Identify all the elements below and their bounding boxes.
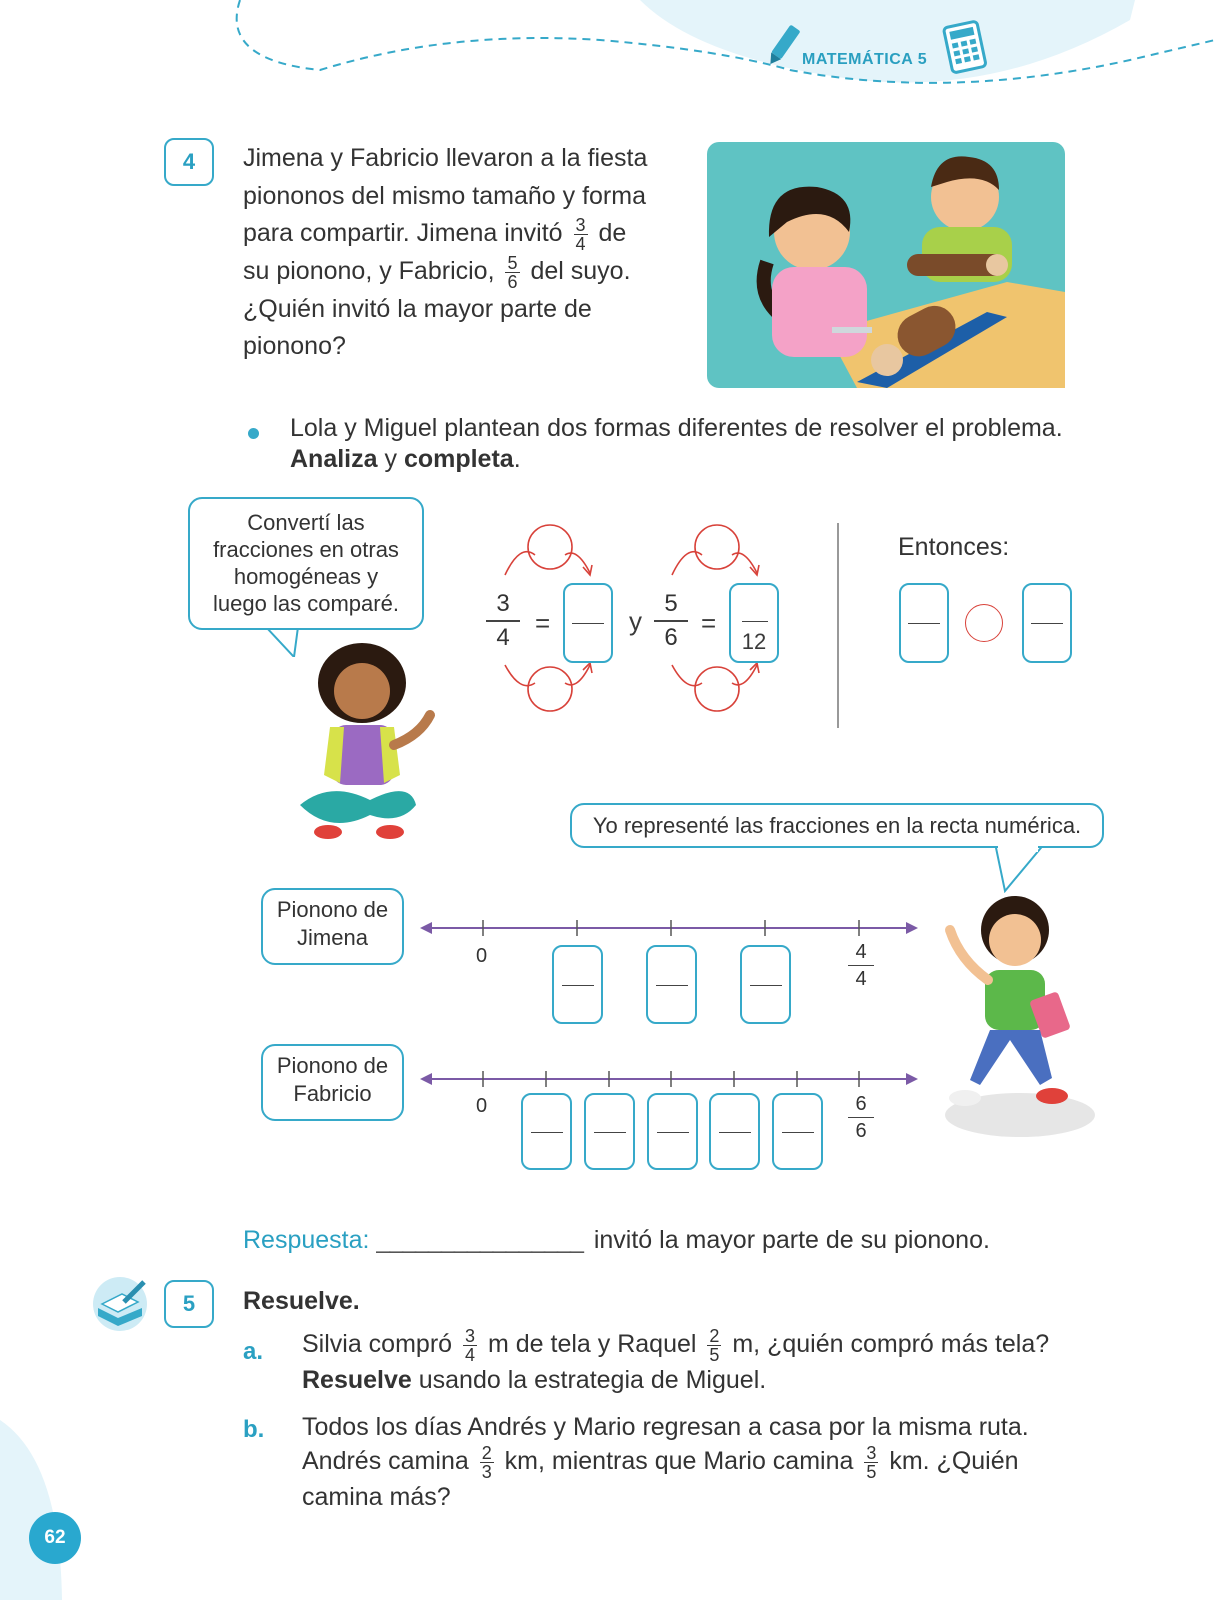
miguel-boy-illustration: [940, 890, 1100, 1140]
eq2-fraction: [654, 592, 688, 650]
bold-resuelve: Resuelve: [302, 1366, 412, 1394]
compare-right-box[interactable]: [1022, 583, 1072, 663]
item-b-letter: b.: [243, 1416, 265, 1443]
lola-girl-illustration: [290, 635, 450, 850]
item-b-text-part: km. ¿Quién: [889, 1447, 1019, 1476]
number-line-fabricio: [420, 1066, 920, 1096]
header-title: MATEMÁTICA 5: [802, 51, 928, 68]
line2-box-1[interactable]: [521, 1093, 572, 1170]
compare-left-box[interactable]: [899, 583, 949, 663]
line1-label-box: [261, 888, 404, 965]
line2-zero: 0: [476, 1095, 488, 1117]
problem-4-line: pionono?: [243, 332, 346, 361]
bold-analiza: Analiza: [290, 445, 378, 473]
line1-zero: 0: [476, 945, 488, 967]
bubble-line: Convertí las: [247, 510, 365, 535]
item-a-line: [302, 1327, 1172, 1364]
problem-4-line: [243, 253, 683, 291]
bubble-line: homogéneas y: [233, 564, 379, 589]
eq2-numerator: 5: [654, 592, 688, 622]
compare-sign-circle[interactable]: [965, 604, 1003, 642]
eq2-denominator: 6: [664, 624, 678, 651]
answer-row: [243, 1226, 990, 1255]
connector-text: y: [384, 445, 397, 473]
item-a-text-part: m, ¿quién compró más tela?: [732, 1330, 1050, 1359]
eq1-equals: =: [535, 608, 551, 638]
line1-box-2[interactable]: [646, 945, 697, 1024]
problem-4-line: [243, 215, 683, 253]
book-pencil-icon: [88, 1276, 152, 1332]
problem-4-text: para compartir. Jimena invitó: [243, 219, 563, 247]
line2-end-numerator: 6: [848, 1094, 874, 1118]
problem-4-line: ¿Quién invitó la mayor parte de: [243, 294, 592, 323]
item-a-text-part: usando la estrategia de Miguel.: [418, 1366, 767, 1394]
problem-5-title: Resuelve.: [243, 1287, 360, 1315]
eq2-equals: =: [701, 608, 717, 638]
fraction-fabricio: $\frac{5}{6}$: [507, 252, 518, 292]
item-b-line: [302, 1444, 1172, 1481]
problem-5-number: 5: [164, 1280, 214, 1328]
fraction-jimena: $\frac{3}{4}$: [575, 214, 586, 254]
answer-rest: invitó la mayor parte de su pionono.: [593, 1226, 990, 1254]
problem-4-line: Jimena y Fabricio llevaron a la fiesta: [243, 144, 648, 172]
bold-completa: completa: [403, 445, 514, 473]
page-corner-decoration: [0, 1420, 70, 1600]
fraction-mario: $\frac{3}{5}$: [866, 1443, 877, 1482]
eq2-result-denominator: 12: [741, 629, 767, 654]
problem-4-text: del suyo.: [530, 256, 631, 285]
bubble-tail-cover: [186, 608, 426, 628]
eq1-numerator: 3: [486, 592, 520, 622]
header-decoration: [0, 0, 1215, 110]
line1-box-1[interactable]: [552, 945, 603, 1024]
conjunction-y: y: [629, 606, 642, 636]
fraction-raquel: $\frac{2}{5}$: [709, 1326, 720, 1365]
bubble-tail-cover: [990, 840, 1050, 852]
kids-cutting-pionono-illustration: [707, 142, 1065, 388]
item-a-text: [302, 1327, 1172, 1397]
bubble-line: luego las comparé.: [213, 591, 399, 616]
problem-4-number: 4: [164, 138, 214, 186]
item-a-letter: a.: [243, 1338, 264, 1365]
fraction-silvia: $\frac{3}{4}$: [465, 1326, 476, 1365]
item-b-text: [302, 1411, 1172, 1514]
number-line-jimena: [420, 915, 920, 945]
fraction-andres: $\frac{2}{3}$: [481, 1443, 492, 1482]
item-a-text-part: Silvia compró: [302, 1330, 453, 1359]
line2-label-box: [261, 1044, 404, 1121]
problem-4-line: piononos del mismo tamaño y forma: [243, 181, 646, 210]
eq1-answer-box[interactable]: [563, 583, 613, 663]
line2-box-3[interactable]: [647, 1093, 698, 1170]
problem-4-text: su pionono, y Fabricio,: [243, 256, 495, 285]
miguel-speech-bubble: Yo representé las fracciones en la recta numérica.: [570, 803, 1104, 848]
line2-box-4[interactable]: [709, 1093, 760, 1170]
eq1-denominator: 4: [496, 624, 510, 651]
bullet-line: Lola y Miguel plantean dos formas diferentes de resolver el problema.: [290, 414, 1063, 442]
item-a-text-part: m de tela y Raquel: [487, 1330, 697, 1359]
problem-4-statement: [243, 140, 683, 366]
eq1-fraction: [486, 592, 520, 650]
bullet-line: [290, 444, 1170, 475]
line2-label: Pionono de Fabricio: [276, 1053, 389, 1106]
bullet-dot: [248, 428, 259, 439]
item-b-line: camina más?: [302, 1483, 451, 1511]
line1-end-fraction: [848, 942, 874, 989]
problem-4-text: de: [598, 219, 627, 247]
item-b-text-part: km, mientras que Mario camina: [504, 1447, 854, 1476]
answer-blank[interactable]: ________________: [376, 1226, 583, 1254]
line2-end-denominator: 6: [855, 1120, 867, 1142]
page-number: 62: [29, 1512, 81, 1564]
item-a-line: [302, 1364, 1172, 1397]
line2-box-2[interactable]: [584, 1093, 635, 1170]
calculator-icon: [942, 20, 988, 76]
pencil-icon: [763, 22, 803, 70]
line2-end-fraction: [848, 1094, 874, 1141]
line2-box-5[interactable]: [772, 1093, 823, 1170]
line1-end-denominator: 4: [855, 968, 867, 990]
item-b-text-part: Andrés camina: [302, 1447, 469, 1476]
divider: [837, 523, 839, 728]
then-label: Entonces:: [898, 533, 1010, 561]
eq2-answer-box[interactable]: [729, 583, 779, 663]
period: .: [513, 445, 521, 473]
item-b-line: Todos los días Andrés y Mario regresan a casa por la misma ruta.: [302, 1413, 1029, 1441]
bubble-line: fracciones en otras: [213, 537, 399, 562]
bullet-instruction: [290, 413, 1170, 475]
answer-label: Respuesta:: [243, 1226, 370, 1254]
line1-box-3[interactable]: [740, 945, 791, 1024]
line1-label: Pionono de Jimena: [276, 897, 389, 950]
line1-end-numerator: 4: [848, 942, 874, 966]
